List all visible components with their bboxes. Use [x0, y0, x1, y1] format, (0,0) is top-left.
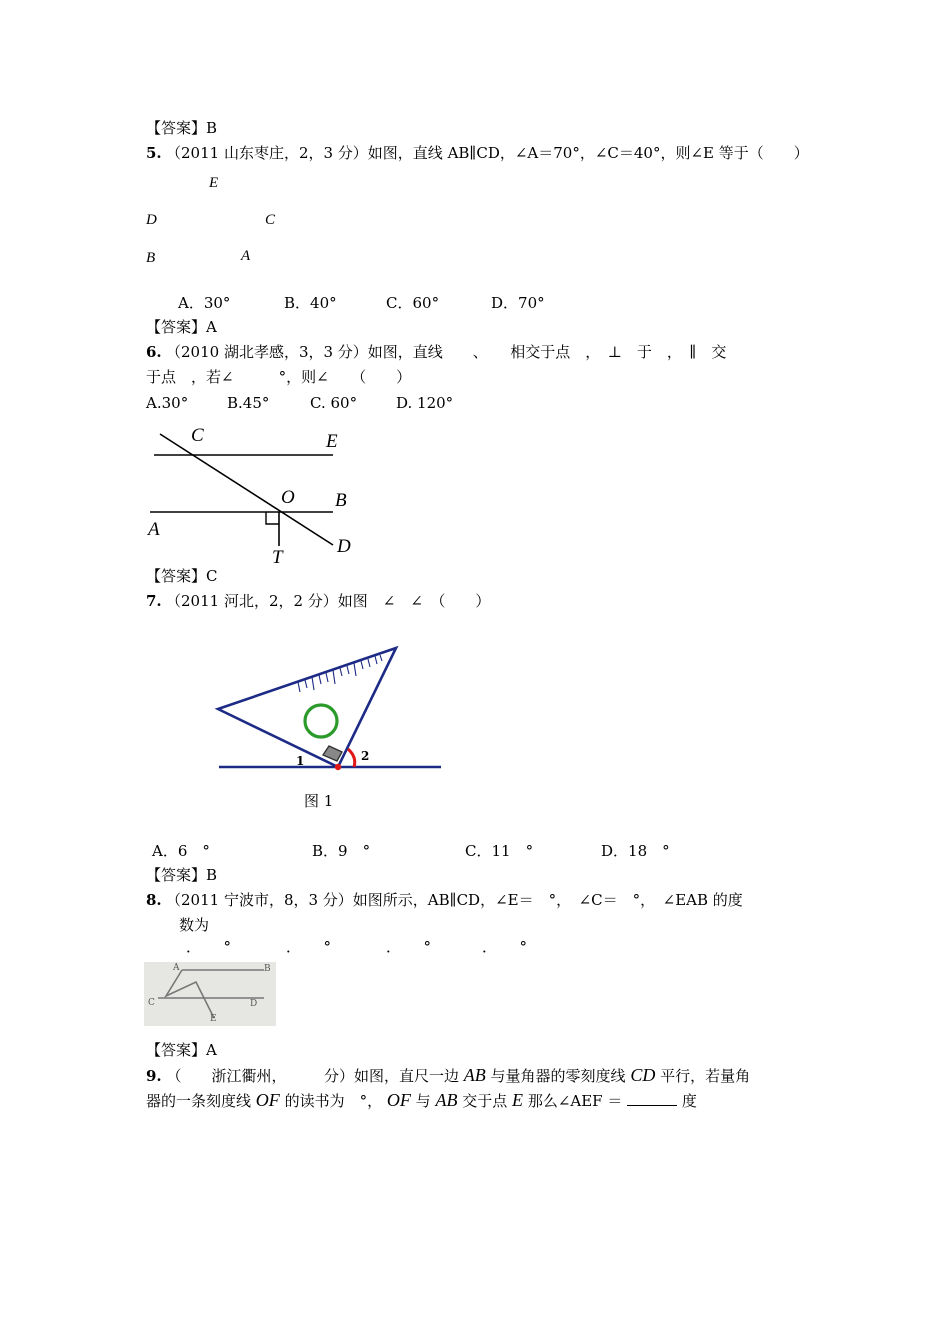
- q5-label-d: D: [146, 212, 157, 228]
- q8-label-a: A: [173, 963, 180, 973]
- q9-of-2: OF: [386, 1090, 411, 1110]
- q9-cd: CD: [630, 1065, 656, 1085]
- q7-option-c: C．11 °: [465, 842, 534, 860]
- q5-option-b: B．40°: [284, 294, 337, 312]
- q9-line1: [146, 1066, 750, 1084]
- q9-of: OF: [255, 1090, 280, 1110]
- q7-number: 7.: [146, 592, 162, 610]
- q9-ab-2: AB: [435, 1090, 458, 1110]
- q9-text-1b: 与量角器的零刻度线: [490, 1067, 626, 1085]
- q6-line2: 于点 ，若∠ °，则∠ （ ）: [146, 368, 412, 386]
- answer-5: 【答案】A: [146, 318, 217, 336]
- q7-figure-caption: 图 1: [304, 792, 334, 810]
- q8-number: 8.: [146, 891, 162, 909]
- answer-4: 【答案】B: [146, 119, 218, 137]
- q6-label-t: T: [272, 547, 283, 568]
- q8-label-e: E: [210, 1014, 217, 1024]
- q5-option-c: C．60°: [386, 294, 440, 312]
- q5-label-c: C: [265, 212, 276, 228]
- q8-label-d: D: [250, 999, 258, 1009]
- q5-number: 5.: [146, 144, 162, 162]
- q9-line2: [146, 1091, 697, 1109]
- q7-angle-1-label: 1: [296, 754, 305, 768]
- q9-ab: AB: [463, 1065, 486, 1085]
- q6-label-c: C: [191, 425, 204, 446]
- q6-option-a: A.30°: [146, 394, 189, 412]
- q8-option-c: ． °: [386, 938, 432, 956]
- q6-label-e: E: [326, 431, 338, 452]
- q9-text-2e: 那么∠AEF ＝: [527, 1092, 623, 1110]
- q7-angle-2-label: 2: [361, 749, 370, 763]
- q9-text-2a: 器的一条刻度线: [146, 1092, 252, 1110]
- q6-label-a: A: [148, 519, 160, 540]
- q8-figure: [144, 962, 276, 1026]
- q6-number: 6.: [146, 343, 162, 361]
- answer-6: 【答案】C: [146, 567, 218, 585]
- q7-option-d: D．18 °: [601, 842, 670, 860]
- q8-label-c: C: [148, 998, 155, 1008]
- q5-label-b: B: [146, 250, 156, 266]
- q8-option-d: ． °: [482, 938, 528, 956]
- q6-option-d: D. 120°: [396, 394, 454, 412]
- q7-option-a: A．6 °: [152, 842, 210, 860]
- answer-7: 【答案】B: [146, 866, 218, 884]
- q8-label-b: B: [264, 964, 271, 974]
- q6-option-b: B.45°: [227, 394, 270, 412]
- q9-answer-blank[interactable]: [627, 1091, 677, 1106]
- q5-stem: （2011 山东枣庄，2，3 分）如图，直线 AB∥CD，∠A＝70°，∠C＝40°，则∠E 等于（ ）: [166, 144, 809, 162]
- q5-label-e: E: [209, 175, 219, 191]
- q9-text-2d: 交于点: [462, 1092, 508, 1110]
- q7-option-b: B．9 °: [312, 842, 371, 860]
- q6-label-b: B: [335, 490, 347, 511]
- q5-option-d: D．70°: [491, 294, 545, 312]
- q6-line1: （2010 湖北孝感，3，3 分）如图，直线 、 相交于点 ， ⊥ 于 ， ∥ 交: [166, 343, 727, 361]
- q9-number: 9.: [146, 1067, 162, 1085]
- q9-text-2c: 与: [415, 1092, 431, 1110]
- q8-line2: 数为: [179, 916, 210, 934]
- q6-option-c: C. 60°: [310, 394, 358, 412]
- q9-text-2b: 的读书为 °，: [284, 1092, 383, 1110]
- q9-text-2f: 度: [681, 1092, 697, 1110]
- q5-label-a: A: [241, 248, 251, 264]
- q8-option-b: ． °: [286, 938, 332, 956]
- q9-text-1c: 平行，若量角: [660, 1067, 751, 1085]
- q5-option-a: A．30°: [178, 294, 231, 312]
- q6-label-d: D: [337, 536, 351, 557]
- q8-line1: （2011 宁波市，8，3 分）如图所示，AB∥CD，∠E＝ °， ∠C＝ °， ∠EAB 的度: [166, 891, 743, 909]
- answer-8: 【答案】A: [146, 1041, 217, 1059]
- q6-label-o: O: [281, 487, 295, 508]
- q8-option-a: ． °: [186, 938, 232, 956]
- q9-e: E: [512, 1090, 524, 1110]
- q7-stem: （2011 河北，2，2 分）如图 ∠ ∠ （ ）: [166, 592, 491, 610]
- q9-text-1a: （ 浙江衢州， 分）如图，直尺一边: [166, 1067, 459, 1085]
